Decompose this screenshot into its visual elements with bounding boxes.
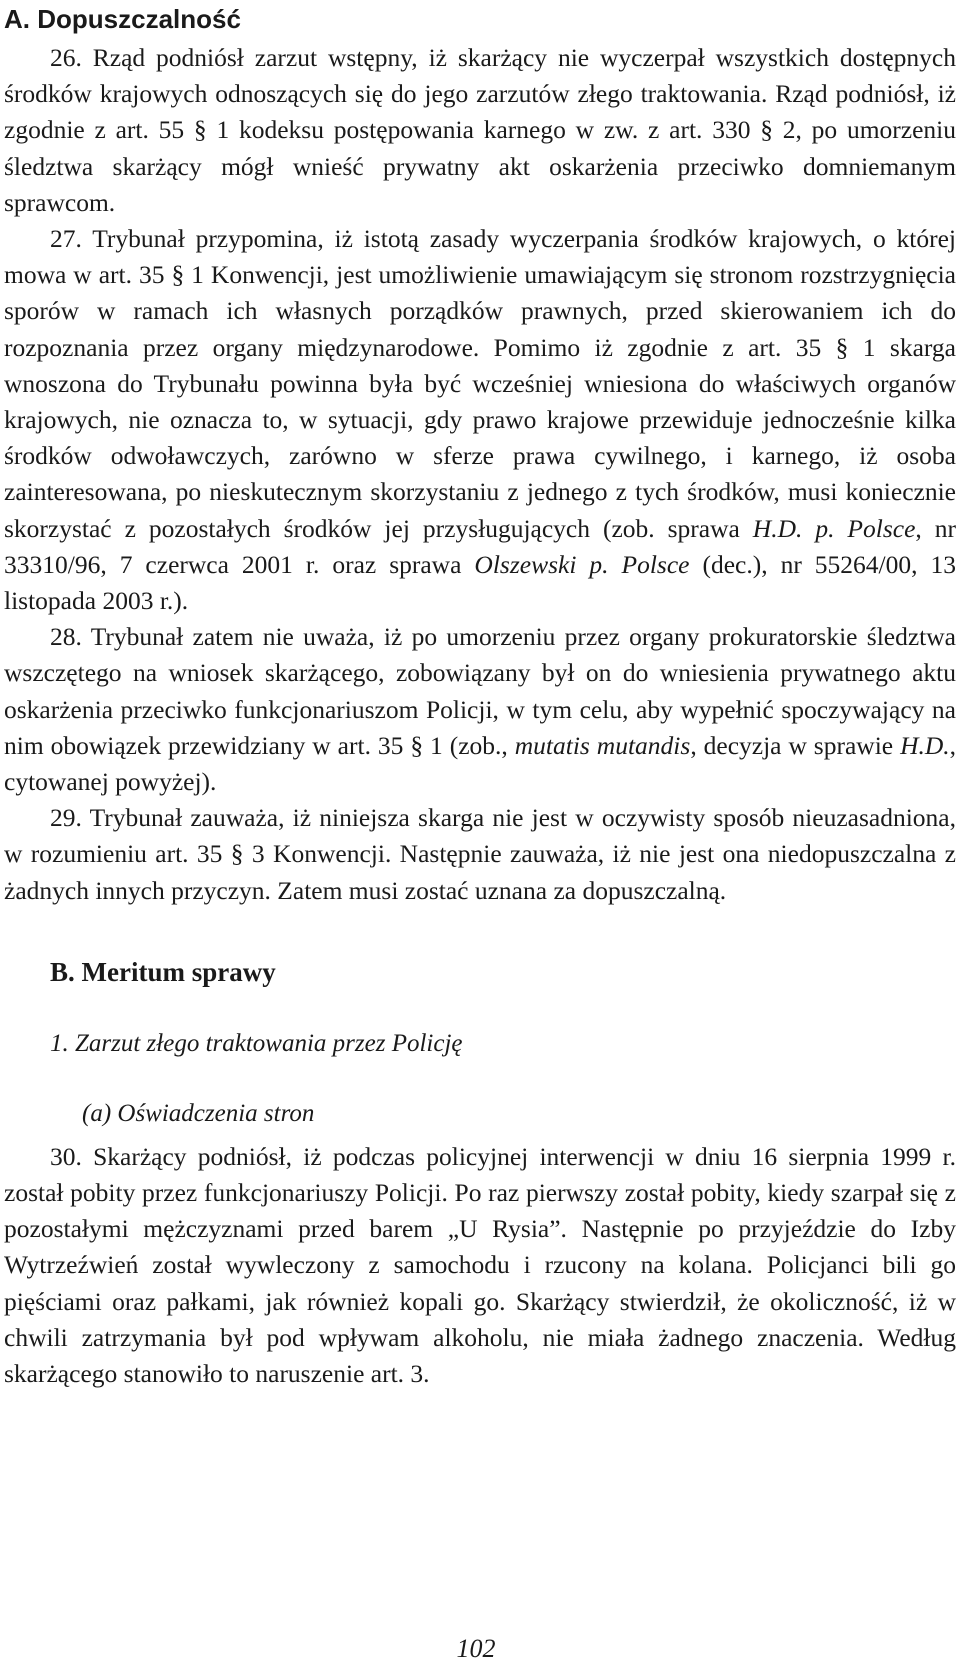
- subheading-parties-submissions: (a) Oświadczenia stron: [82, 1099, 315, 1127]
- admissibility-paragraphs: [4, 40, 956, 909]
- paragraph-p26: 26. Rząd podniósł zarzut wstępny, iż skarżący nie wyczerpał wszystkich dostępnych środków krajowych odnoszących się do jego zarzutów złego traktowania. Rząd podniósł, iż zgodnie z art. 55 § 1 kodeksu postępowania karnego w zw. z art. 330 § 2, po umorzeniu śledztwa skarżący mógł wnieść prywatny akt oskarżenia przeciwko domniemanym sprawcom.: [4, 43, 956, 217]
- section-heading-admissibility: A. Dopuszczalność: [4, 4, 241, 34]
- merits-paragraphs: [4, 1139, 956, 1392]
- document-page: [4, 0, 956, 1392]
- paragraph-p28: 28. Trybunał zatem nie uważa, iż po umorzeniu przez organy prokuratorskie śledztwa wszczętego na wniosek skarżącego, zobowiązany był on do wniesienia prywatnego aktu oskarżenia przeciwko funkcjonariuszom Policji, w tym celu, aby wypełnić spoczywający na nim obowiązek przewidziany w art. 35 § 1 (zob., mutatis mutandis, decyzja w sprawie H.D., cytowanej powyżej).: [4, 622, 957, 797]
- page-number: 102: [456, 1634, 496, 1663]
- subheading-ill-treatment: 1. Zarzut złego traktowania przez Policję: [50, 1029, 463, 1057]
- paragraph-p29: 29. Trybunał zauważa, iż niniejsza skarga nie jest w oczywisty sposób nieuzasadniona, w rozumieniu art. 35 § 3 Konwencji. Następnie zauważa, iż nie jest ona niedopuszczalna z żadnych innych przyczyn. Zatem musi zostać uznana za dopuszczalną.: [4, 803, 956, 905]
- paragraph-p27: 27. Trybunał przypomina, iż istotą zasady wyczerpania środków krajowych, o której mowa w art. 35 § 1 Konwencji, jest umożliwienie umawiającym się stronom rozstrzygnięcia sporów w ramach ich własnych porządków prawnych, przed skierowaniem ich do rozpoznania przez organy międzynarodowe. Pomimo iż zgodnie z art. 35 § 1 skarga wnoszona do Trybunału powinna była być wcześniej wniesiona do właściwych organów krajowych, nie oznacza to, w sytuacji, gdy prawo krajowe przewiduje jednocześnie kilka środków odwoławczych, zarówno w sferze prawa cywilnego, i karnego, iż osoba zainteresowana, po nieskutecznym skorzystaniu z jednego z tych środków, musi koniecznie skorzystać z pozostałych środków jej przysługujących (zob. sprawa H.D. p. Polsce, nr 33310/96, 7 czerwca 2001 r. oraz sprawa Olszewski p. Polsce (dec.), nr 55264/00, 13 listopada 2003 r.).: [4, 224, 956, 616]
- paragraph-p30: 30. Skarżący podniósł, iż podczas policyjnej interwencji w dniu 16 sierpnia 1999 r. został pobity przez funkcjonariuszy Policji. Po raz pierwszy został pobity, kiedy szarpał się z pozostałymi mężczyznami przed barem „U Rysia”. Następnie po przyjeździe do Izby Wytrzeźwień został wywleczony z samochodu i rzucony na kolana. Policjanci bili go pięściami oraz pałkami, jak również kopali go. Skarżący stwierdził, że okoliczność, iż w chwili zatrzymania był pod wpływam alkoholu, nie miała żadnego znaczenia. Według skarżącego stanowiło to naruszenie art. 3.: [4, 1141, 956, 1389]
- section-heading-merits: B. Meritum sprawy: [50, 956, 276, 987]
